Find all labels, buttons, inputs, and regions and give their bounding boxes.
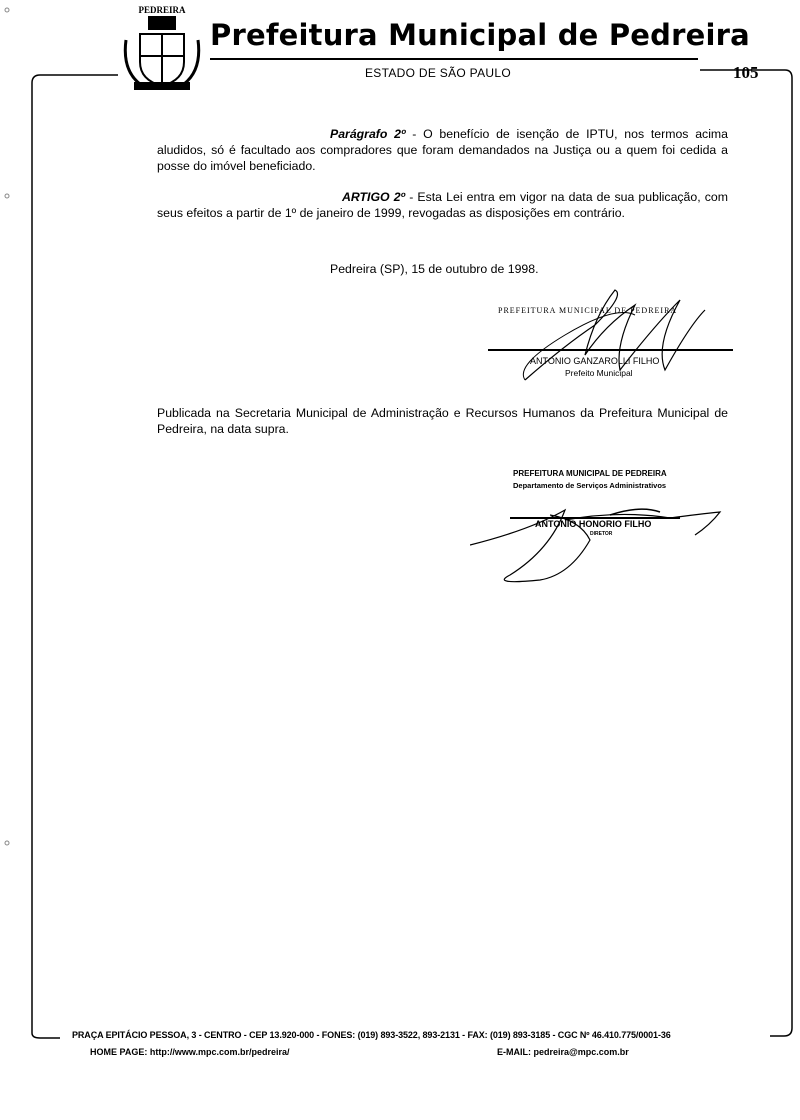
header-subtitle: ESTADO DE SÃO PAULO [365, 66, 511, 80]
paragraph-2-label: Parágrafo 2º [330, 127, 406, 141]
publication-note: Publicada na Secretaria Municipal de Administração e Recursos Humanos da Prefeitura Municipal de Pedreira, na data supra. [157, 406, 728, 436]
signature1-stamp: PREFEITURA MUNICIPAL DE PEDREIRA [498, 306, 678, 315]
signature2-name: ANTONIO HONORIO FILHO [535, 519, 652, 529]
article-2 [157, 189, 728, 221]
signature2-handwriting [470, 490, 730, 585]
signature1-handwriting [505, 285, 715, 385]
article-2-text: - Esta Lei entra em vigor na data de sua publicação, com seus efeitos a partir de 1º de janeiro de 1999, revogadas as disposições em contrário. [157, 190, 729, 220]
signature1-name: ANTONIO GANZAROLLI FILHO [530, 356, 660, 366]
place-date: Pedreira (SP), 15 de outubro de 1998. [330, 262, 539, 276]
svg-text:PEDREIRA: PEDREIRA [138, 5, 186, 15]
signature2-role: DIRETOR [590, 531, 613, 537]
footer-homepage[interactable]: HOME PAGE: http://www.mpc.com.br/pedreira/ [90, 1047, 290, 1057]
title-underline [210, 58, 698, 60]
paragraph-2-text: - O benefício de isenção de IPTU, nos termos acima aludidos, só é facultado aos compradores que foram demandados na Justiça ou a quem foi cedida a posse do imóvel beneficiado. [157, 127, 729, 173]
footer-email[interactable]: E-MAIL: pedreira@mpc.com.br [497, 1047, 629, 1057]
signature2-stamp: PREFEITURA MUNICIPAL DE PEDREIRA [513, 469, 667, 478]
signature2-department: Departamento de Serviços Administrativos [513, 481, 667, 490]
page-number: 105 [733, 63, 759, 82]
city-crest-logo [118, 0, 206, 98]
article-2-label: ARTIGO 2º [342, 190, 406, 204]
footer-address: PRAÇA EPITÁCIO PESSOA, 3 - CENTRO - CEP 13.920-000 - FONES: (019) 893-3522, 893-2131 - FAX: (019) 893-3185 - CGC Nº 46.410.775/0001-36 [72, 1030, 671, 1040]
signature1-role: Prefeito Municipal [565, 368, 633, 378]
header-title: Prefeitura Municipal de Pedreira [210, 18, 750, 52]
paragraph-2 [157, 126, 728, 174]
